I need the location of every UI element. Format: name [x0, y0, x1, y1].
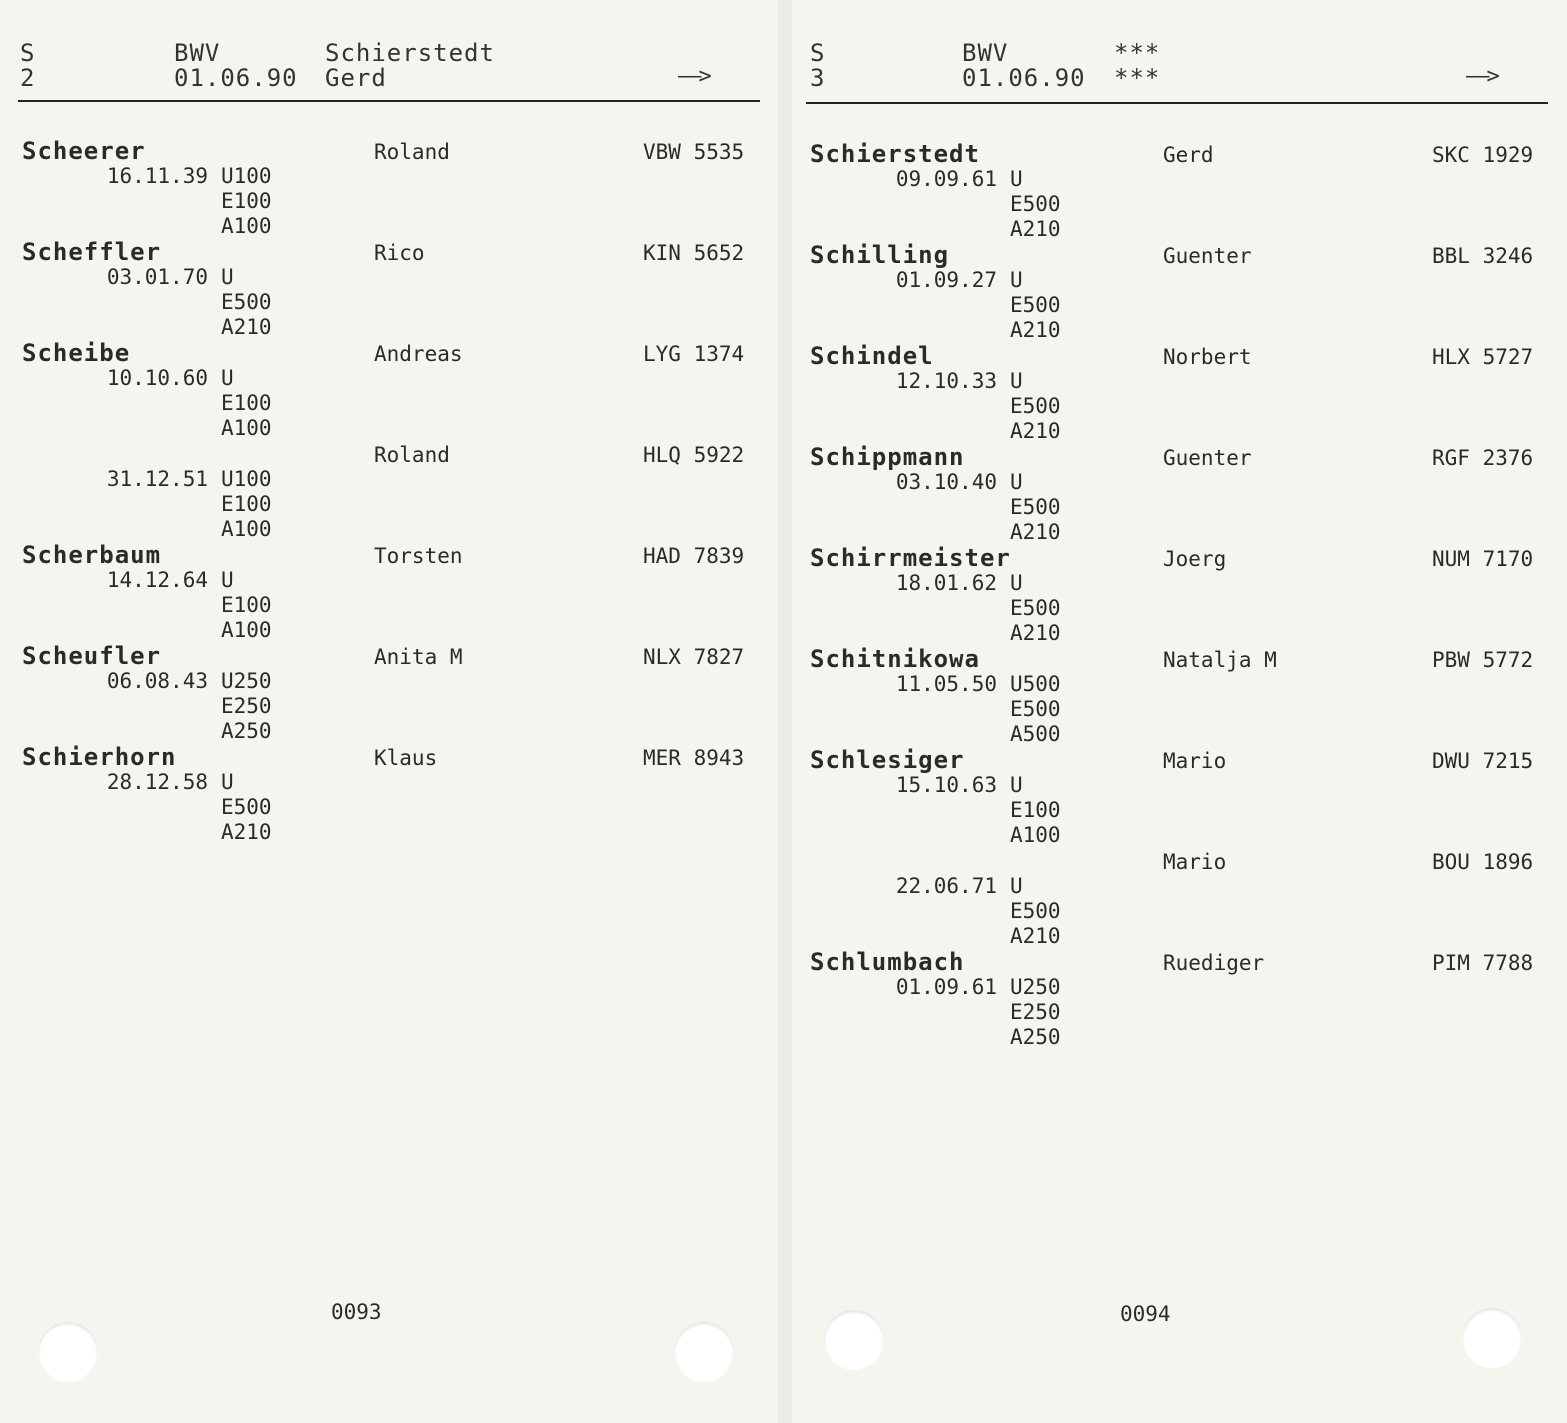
entry-u-code: U250	[1010, 975, 1061, 999]
entry-code: NLX 7827	[643, 645, 745, 669]
entry-u-code: U100	[221, 164, 272, 188]
entry-birth-date: 10.10.60	[106, 366, 208, 390]
entry-surname: Schitnikowa	[810, 645, 980, 673]
entry-e-code: E500	[221, 290, 272, 314]
entry-birth-date: 28.12.58	[106, 770, 208, 794]
entry-e-code: E100	[221, 593, 272, 617]
entry-code: PBW 5772	[1432, 648, 1534, 672]
entry-given-name: Guenter	[1163, 244, 1252, 268]
entry-code: SKC 1929	[1432, 143, 1534, 167]
header-surname: ***	[1114, 39, 1161, 67]
entry-e-code: E500	[1010, 596, 1061, 620]
entry-code: PIM 7788	[1432, 951, 1534, 975]
header-number: 2	[20, 64, 36, 92]
entry-birth-date: 09.09.61	[895, 167, 997, 191]
entry-surname: Schindel	[810, 342, 934, 370]
entry-given-name: Ruediger	[1163, 951, 1265, 975]
entry-code: DWU 7215	[1432, 749, 1534, 773]
entry-a-code: A210	[1010, 217, 1061, 241]
entry-e-code: E100	[221, 189, 272, 213]
entry-surname: Scheufler	[22, 642, 162, 670]
register-entry	[792, 142, 1567, 242]
header-rule	[806, 102, 1548, 104]
entry-birth-date: 31.12.51	[106, 467, 208, 491]
header-number: 3	[810, 64, 826, 92]
entry-birth-date: 11.05.50	[895, 672, 997, 696]
entry-e-code: E100	[1010, 798, 1061, 822]
entry-birth-date: 12.10.33	[895, 369, 997, 393]
entry-a-code: A100	[221, 214, 272, 238]
entry-u-code: U	[1010, 571, 1023, 595]
entry-birth-date: 03.01.70	[106, 265, 208, 289]
entry-code: RGF 2376	[1432, 446, 1534, 470]
register-entry	[792, 950, 1567, 1050]
entry-given-name: Klaus	[374, 746, 438, 770]
entry-u-code: U	[221, 265, 234, 289]
entry-birth-date: 03.10.40	[895, 470, 997, 494]
header-date: 01.06.90	[962, 64, 1086, 92]
entry-u-code: U250	[221, 669, 272, 693]
entry-birth-date: 22.06.71	[895, 874, 997, 898]
entry-birth-date: 15.10.63	[895, 773, 997, 797]
entry-u-code: U	[1010, 369, 1023, 393]
register-entry	[0, 644, 778, 744]
entry-e-code: E500	[1010, 293, 1061, 317]
header-rule	[18, 100, 760, 102]
entry-birth-date: 16.11.39	[106, 164, 208, 188]
entry-a-code: A250	[221, 719, 272, 743]
entry-e-code: E250	[1010, 1000, 1061, 1024]
entry-a-code: A100	[221, 416, 272, 440]
entry-code: VBW 5535	[643, 140, 745, 164]
entry-given-name: Joerg	[1163, 547, 1227, 571]
entry-code: NUM 7170	[1432, 547, 1534, 571]
entry-given-name: Mario	[1163, 850, 1227, 874]
entry-e-code: E500	[1010, 495, 1061, 519]
entry-u-code: U	[1010, 874, 1023, 898]
entry-given-name: Anita M	[374, 645, 463, 669]
entry-e-code: E100	[221, 391, 272, 415]
entry-a-code: A210	[221, 820, 272, 844]
header-fund: BWV	[962, 39, 1009, 67]
entry-birth-date: 14.12.64	[106, 568, 208, 592]
entry-u-code: U	[1010, 773, 1023, 797]
entry-surname: Schierhorn	[22, 743, 177, 771]
entry-u-code: U	[1010, 470, 1023, 494]
entry-given-name: Mario	[1163, 749, 1227, 773]
register-entry	[792, 748, 1567, 848]
register-page-left	[0, 0, 778, 1423]
page-number: 0093	[331, 1300, 382, 1324]
register-entry	[792, 647, 1567, 747]
entry-code: LYG 1374	[643, 342, 745, 366]
entry-a-code: A500	[1010, 722, 1061, 746]
header-letter: S	[810, 39, 826, 67]
header-surname: Schierstedt	[325, 39, 495, 67]
entry-surname: Scheerer	[22, 137, 146, 165]
entry-e-code: E500	[221, 795, 272, 819]
punch-hole	[824, 1310, 884, 1370]
punch-hole	[1462, 1308, 1522, 1368]
header-date: 01.06.90	[174, 64, 298, 92]
entry-given-name: Andreas	[374, 342, 463, 366]
header-given: ***	[1114, 64, 1161, 92]
entry-a-code: A210	[1010, 621, 1061, 645]
entry-u-code: U500	[1010, 672, 1061, 696]
header-fund: BWV	[174, 39, 221, 67]
continue-arrow-icon: ——>	[1466, 64, 1497, 89]
entry-a-code: A100	[1010, 823, 1061, 847]
entry-given-name: Norbert	[1163, 345, 1252, 369]
entry-birth-date: 06.08.43	[106, 669, 208, 693]
entry-e-code: E500	[1010, 394, 1061, 418]
entry-u-code: U	[221, 568, 234, 592]
entry-code: KIN 5652	[643, 241, 745, 265]
entry-code: MER 8943	[643, 746, 745, 770]
register-entry	[792, 243, 1567, 343]
entry-surname: Scheibe	[22, 339, 131, 367]
entry-u-code: U	[221, 366, 234, 390]
entry-given-name: Natalja M	[1163, 648, 1277, 672]
punch-hole	[38, 1322, 98, 1382]
header-letter: S	[20, 39, 36, 67]
entry-a-code: A210	[1010, 520, 1061, 544]
entry-e-code: E500	[1010, 192, 1061, 216]
register-entry	[0, 442, 778, 542]
entry-surname: Scheffler	[22, 238, 162, 266]
entry-u-code: U	[221, 770, 234, 794]
entry-surname: Schierstedt	[810, 140, 980, 168]
entry-e-code: E500	[1010, 697, 1061, 721]
register-entry	[792, 849, 1567, 949]
entry-given-name: Roland	[374, 140, 450, 164]
entry-given-name: Rico	[374, 241, 425, 265]
entry-a-code: A250	[1010, 1025, 1061, 1049]
entry-e-code: E250	[221, 694, 272, 718]
entry-given-name: Torsten	[374, 544, 463, 568]
entry-given-name: Roland	[374, 443, 450, 467]
register-entry	[792, 344, 1567, 444]
entry-code: BOU 1896	[1432, 850, 1534, 874]
header-given: Gerd	[325, 64, 387, 92]
entry-surname: Schlumbach	[810, 948, 965, 976]
register-page-right	[792, 0, 1567, 1423]
entry-birth-date: 01.09.61	[895, 975, 997, 999]
register-entry	[0, 139, 778, 239]
register-entry	[792, 546, 1567, 646]
entry-a-code: A100	[221, 618, 272, 642]
continue-arrow-icon: ——>	[678, 64, 709, 89]
entry-surname: Schippmann	[810, 443, 965, 471]
entry-e-code: E100	[221, 492, 272, 516]
entry-surname: Schilling	[810, 241, 950, 269]
entry-u-code: U	[1010, 268, 1023, 292]
entry-a-code: A210	[1010, 419, 1061, 443]
entry-e-code: E500	[1010, 899, 1061, 923]
register-entry	[0, 341, 778, 441]
page-number: 0094	[1120, 1302, 1171, 1326]
entry-birth-date: 18.01.62	[895, 571, 997, 595]
entry-surname: Schlesiger	[810, 746, 965, 774]
punch-hole	[674, 1322, 734, 1382]
entry-a-code: A210	[1010, 924, 1061, 948]
entry-code: HLX 5727	[1432, 345, 1534, 369]
entry-a-code: A210	[1010, 318, 1061, 342]
register-entry	[792, 445, 1567, 545]
entry-code: BBL 3246	[1432, 244, 1534, 268]
entry-surname: Scherbaum	[22, 541, 162, 569]
register-entry	[0, 745, 778, 845]
entry-given-name: Gerd	[1163, 143, 1214, 167]
register-entry	[0, 240, 778, 340]
entry-surname: Schirrmeister	[810, 544, 1011, 572]
register-entry	[0, 543, 778, 643]
entry-a-code: A100	[221, 517, 272, 541]
entry-a-code: A210	[221, 315, 272, 339]
entry-given-name: Guenter	[1163, 446, 1252, 470]
entry-u-code: U	[1010, 167, 1023, 191]
entry-u-code: U100	[221, 467, 272, 491]
entry-code: HAD 7839	[643, 544, 745, 568]
entry-code: HLQ 5922	[643, 443, 745, 467]
entry-birth-date: 01.09.27	[895, 268, 997, 292]
